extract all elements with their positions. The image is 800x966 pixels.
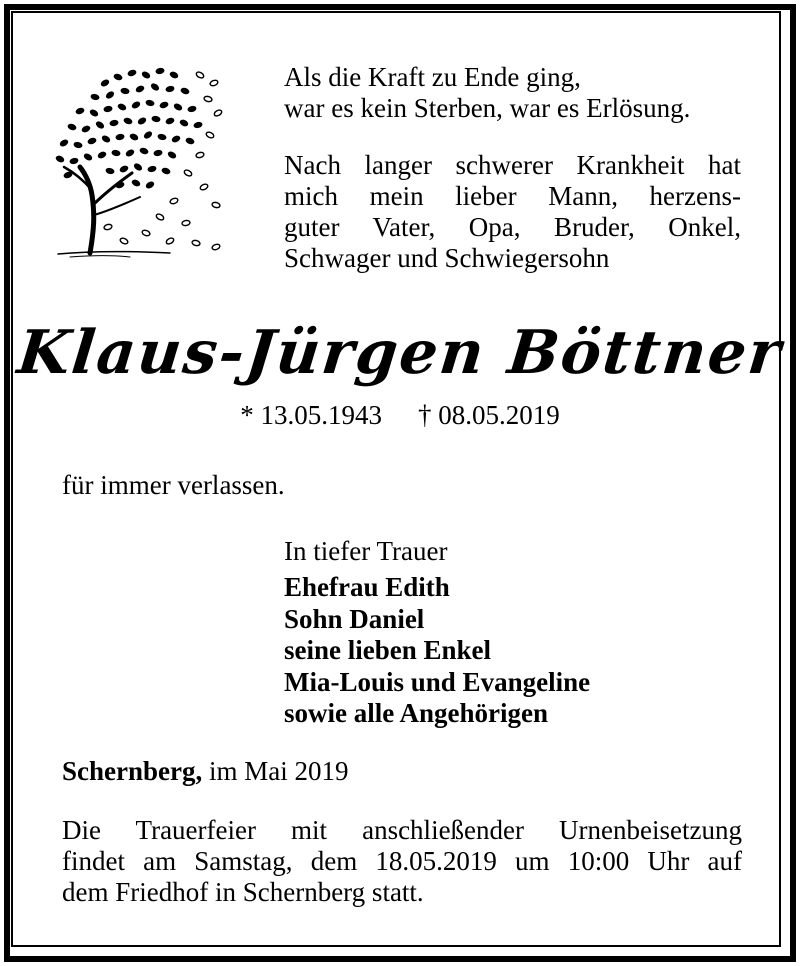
quote-block — [284, 62, 690, 124]
intro-paragraph — [284, 150, 741, 274]
death-date: † 08.05.2019 — [418, 400, 560, 430]
mourner-item: sowie alle Angehörigen — [284, 698, 548, 728]
deceased-name: Klaus-Jürgen Böttner — [14, 318, 786, 388]
mourner-item: Sohn Daniel — [284, 603, 425, 634]
funeral-line-2: findet am Samstag, dem 18.05.2019 um 10:00 Uhr auf — [62, 846, 742, 876]
funeral-line-1: Die Trauerfeier mit anschließender Urnenbeisetzung — [62, 815, 742, 845]
mourning-heading: In tiefer Trauer — [284, 536, 448, 566]
intro-line-4: Schwager und Schwiegersohn — [284, 243, 610, 273]
birth-date: * 13.05.1943 — [240, 400, 382, 430]
mourner-item: Ehefrau Edith — [284, 572, 450, 602]
funeral-line-3: dem Friedhof in Schernberg statt. — [62, 877, 424, 907]
month-year: im Mai 2019 — [208, 756, 349, 786]
quote-line-1: Als die Kraft zu Ende ging, — [284, 62, 581, 92]
mourner-item: seine lieben Enkel — [284, 635, 492, 665]
mourners-list — [284, 572, 590, 730]
funeral-info — [62, 815, 742, 908]
mourner-item: Mia-Louis und Evangeline — [284, 666, 591, 697]
place-name: Schernberg, — [62, 756, 203, 786]
intro-line-1: Nach langer schwerer Krankheit hat — [284, 150, 741, 180]
place-date — [62, 756, 348, 787]
windblown-tree-icon — [50, 55, 230, 260]
intro-line-3: guter Vater, Opa, Bruder, Onkel, — [284, 212, 741, 242]
life-dates — [0, 400, 800, 431]
closing-line: für immer verlassen. — [62, 470, 285, 500]
intro-line-2: mich mein lieber Mann, herzens- — [284, 181, 741, 211]
quote-line-2: war es kein Sterben, war es Erlösung. — [284, 93, 691, 123]
